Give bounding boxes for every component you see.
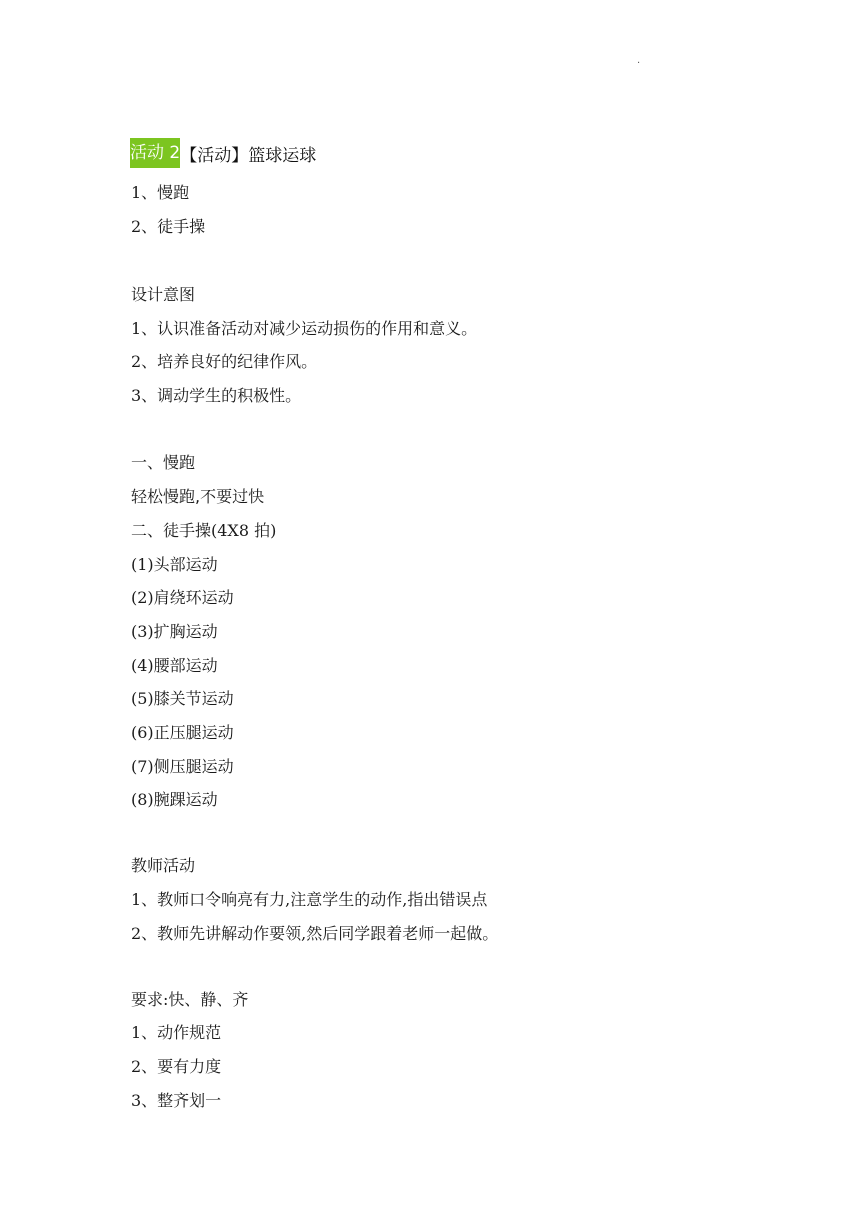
list-item: (5)膝关节运动 [131, 689, 234, 708]
list-item: (1)头部运动 [131, 555, 218, 574]
section-heading: 设计意图 [131, 285, 196, 304]
list-item: (2)肩绕环运动 [131, 588, 234, 607]
section-heading: 要求:快、静、齐 [131, 990, 249, 1009]
text-line: 二、徒手操(4X8 拍) [131, 521, 277, 540]
list-item: 3、整齐划一 [131, 1091, 222, 1110]
text-line: 一、慢跑 [131, 453, 196, 472]
text-line: 1、教师口令响亮有力,注意学生的动作,指出错误点 [131, 890, 488, 909]
list-item: (6)正压腿运动 [131, 723, 234, 742]
list-item: 1、动作规范 [131, 1023, 222, 1042]
list-item: (8)腕踝运动 [131, 790, 218, 809]
text-line: 2、教师先讲解动作要领,然后同学跟着老师一起做。 [131, 924, 499, 943]
text-line: 轻松慢跑,不要过快 [131, 487, 265, 506]
section-heading: 教师活动 [131, 856, 196, 875]
text-line: 1、慢跑 [131, 183, 190, 202]
text-line: 2、徒手操 [131, 217, 206, 236]
list-item: (7)侧压腿运动 [131, 757, 234, 776]
text-line: 1、认识准备活动对减少运动损伤的作用和意义。 [131, 319, 478, 338]
activity-title-text: 【活动】篮球运球 [180, 145, 317, 166]
list-item: 2、要有力度 [131, 1057, 222, 1076]
text-line: 2、培养良好的纪律作风。 [131, 352, 318, 371]
text-line: 3、调动学生的积极性。 [131, 386, 302, 405]
list-item: (3)扩胸运动 [131, 622, 218, 641]
list-item: (4)腰部运动 [131, 656, 218, 675]
activity-number-highlight: 活动 2 [130, 138, 180, 168]
activity-title [130, 138, 316, 168]
page-mark: · [637, 58, 641, 69]
